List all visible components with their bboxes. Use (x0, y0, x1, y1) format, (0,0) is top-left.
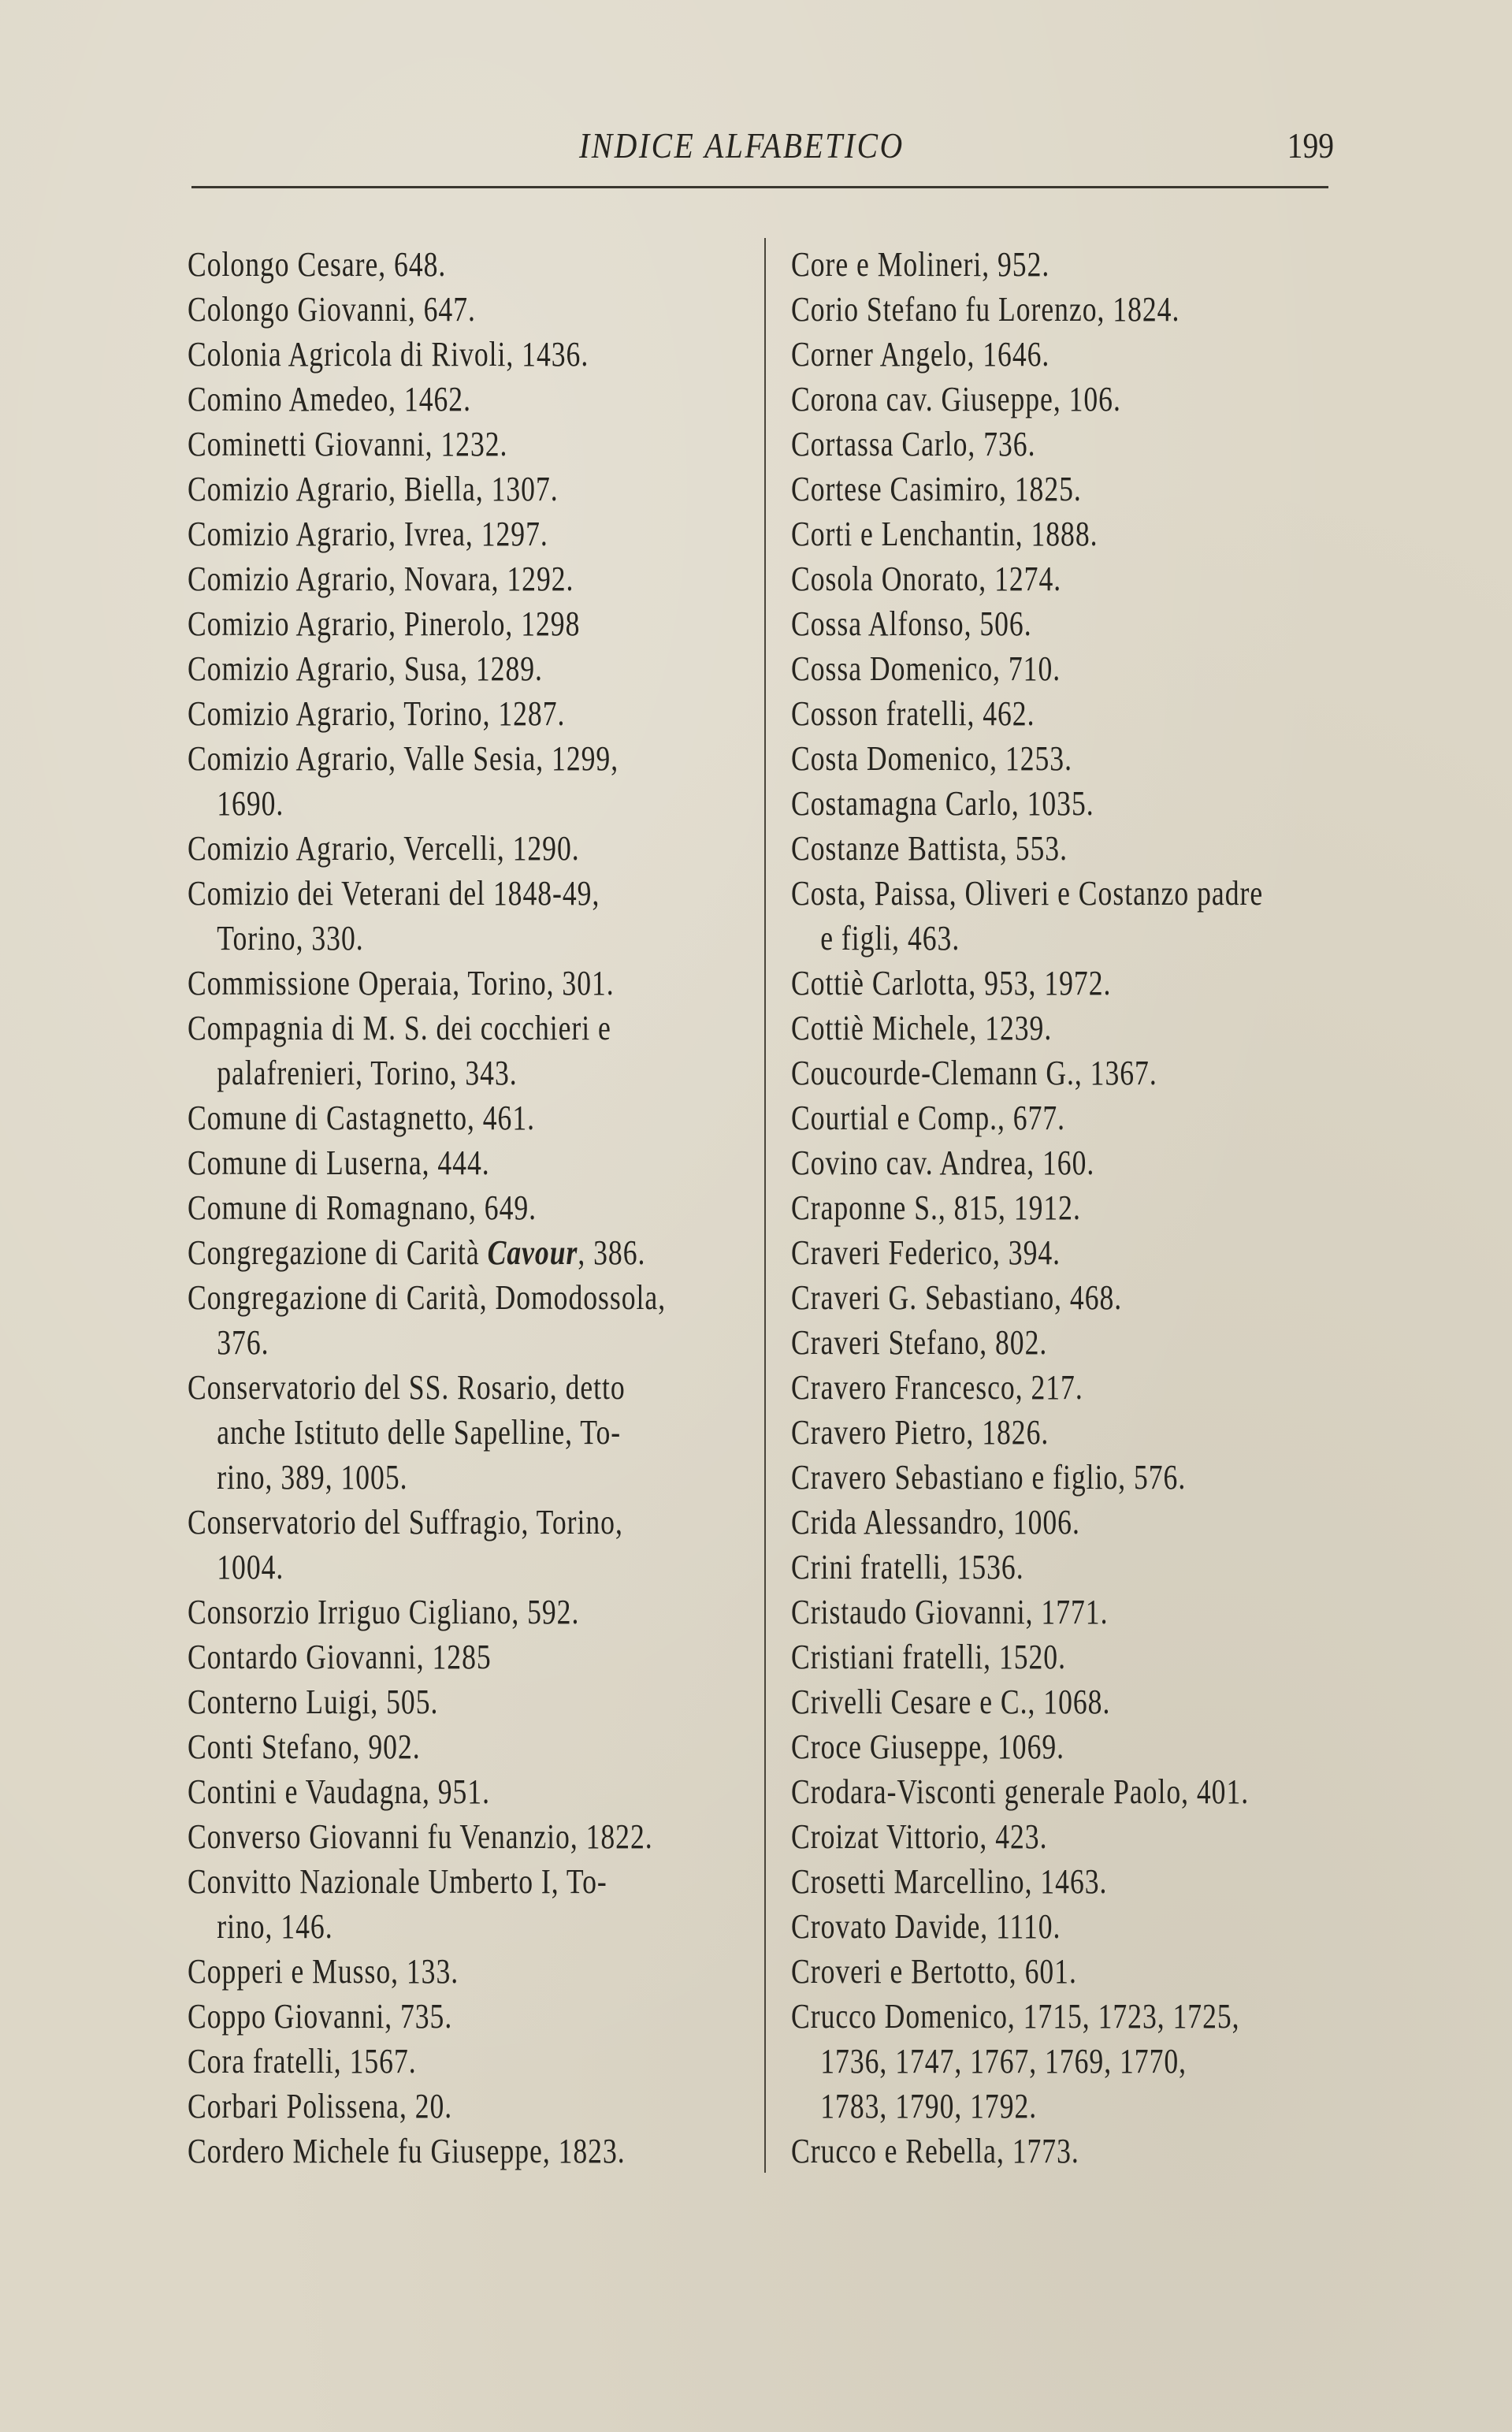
index-entry-text: Commissione Operaia, Torino, 301. (188, 964, 615, 1002)
index-entry (188, 467, 634, 511)
index-entry (188, 601, 634, 646)
index-entry (188, 1994, 634, 2039)
index-entry-text: Croce Giuseppe, 1069. (791, 1727, 1065, 1766)
running-head (0, 118, 1512, 173)
index-entry (791, 736, 1238, 781)
index-entry-continuation: anche Istituto delle Sapelline, To- (217, 1413, 622, 1452)
index-entry (188, 826, 634, 871)
index-entry-text: Comizio Agrario, Vercelli, 1290. (188, 829, 580, 868)
index-entry (188, 2084, 634, 2129)
index-entry (791, 1590, 1238, 1634)
index-entry (188, 1365, 634, 1500)
index-column-right (791, 242, 1343, 2174)
index-entry (188, 1230, 646, 1275)
index-entry-text: Cordero Michele fu Giuseppe, 1823. (188, 2132, 626, 2170)
index-entry-text: Comizio Agrario, Valle Sesia, 1299, (188, 739, 619, 778)
index-entry (791, 1051, 1238, 1095)
index-entry (188, 422, 634, 467)
index-entry-text: Convitto Nazionale Umberto I, To- (188, 1862, 607, 1901)
header-rule (191, 186, 1328, 188)
index-entry (791, 556, 1238, 601)
index-entry-text: Congregazione di Carità, Domodossola, (188, 1278, 667, 1317)
index-entry-text: Craveri Stefano, 802. (791, 1323, 1048, 1362)
index-entry-text: Crodara-Visconti generale Paolo, 401. (791, 1772, 1250, 1811)
index-entry (188, 1634, 634, 1679)
index-entry (791, 1994, 1238, 2129)
index-entry (791, 826, 1238, 871)
index-entry (791, 781, 1238, 826)
index-entry (791, 1904, 1238, 1949)
index-entry (188, 1859, 634, 1949)
index-entry-italic: Cavour (487, 1233, 578, 1272)
index-entry-text: Cristaudo Giovanni, 1771. (791, 1593, 1109, 1631)
index-entry (791, 1724, 1238, 1769)
index-entry-text: Corona cav. Giuseppe, 106. (791, 380, 1121, 418)
index-entry (791, 242, 1238, 287)
index-entry-text: Core e Molineri, 952. (791, 245, 1050, 284)
index-entry-text: Cortassa Carlo, 736. (791, 425, 1036, 463)
index-entry (791, 1949, 1238, 1994)
index-entry (188, 377, 634, 422)
index-entry-text: Crucco e Rebella, 1773. (791, 2132, 1079, 2170)
index-entry-text: Comune di Romagnano, 649. (188, 1188, 537, 1227)
index-entry-text: Corti e Lenchantin, 1888. (791, 515, 1098, 553)
index-entry-text: Craveri Federico, 394. (791, 1233, 1061, 1272)
index-entry (791, 467, 1238, 511)
index-entry-continuation: 1783, 1790, 1792. (820, 2087, 1038, 2125)
index-entry-text: Comizio Agrario, Biella, 1307. (188, 470, 559, 508)
index-entry (791, 871, 1264, 961)
index-entry-text: Crucco Domenico, 1715, 1723, 1725, (791, 1997, 1240, 2036)
index-entry-text: Congregazione di Carità (188, 1233, 488, 1272)
index-entry-text: Cortese Casimiro, 1825. (791, 470, 1082, 508)
index-entry (791, 2129, 1238, 2174)
index-entry-continuation: 1004. (217, 1548, 284, 1586)
index-entry-text: Cosson fratelli, 462. (791, 694, 1035, 733)
index-entry-text: Conterno Luigi, 505. (188, 1683, 439, 1721)
index-entry (188, 332, 634, 377)
index-entry-text: Covino cav. Andrea, 160. (791, 1143, 1095, 1182)
index-entry-text: Comizio Agrario, Pinerolo, 1298 (188, 604, 581, 643)
index-entry (188, 1095, 634, 1140)
index-entry-text: Crini fratelli, 1536. (791, 1548, 1024, 1586)
index-entry-text: Costa, Paissa, Oliveri e Costanzo padre (791, 874, 1264, 913)
index-entry-text: Craveri G. Sebastiano, 468. (791, 1278, 1123, 1317)
index-entry (188, 2039, 634, 2084)
index-entry (791, 1230, 1238, 1275)
index-entry-text: Cottiè Carlotta, 953, 1972. (791, 964, 1112, 1002)
index-entry-text: Converso Giovanni fu Venanzio, 1822. (188, 1817, 653, 1856)
running-title: INDICE ALFABETICO (579, 125, 905, 165)
index-entry-text: Cominetti Giovanni, 1232. (188, 425, 508, 463)
index-entry-text: Cravero Pietro, 1826. (791, 1413, 1049, 1452)
index-entry-text: Comune di Castagnetto, 461. (188, 1099, 536, 1137)
index-entry (188, 1949, 634, 1994)
index-entry (188, 511, 634, 556)
index-entry-text: Cristiani fratelli, 1520. (791, 1638, 1066, 1676)
index-entry-text: Copperi e Musso, 133. (188, 1952, 459, 1991)
index-entry (188, 1500, 634, 1590)
index-entry-continuation: 1736, 1747, 1767, 1769, 1770, (820, 2042, 1187, 2081)
index-entry (791, 601, 1238, 646)
index-entry-text: Coucourde-Clemann G., 1367. (791, 1054, 1157, 1092)
index-entry (791, 1455, 1238, 1500)
index-entry-text: Conservatorio del SS. Rosario, detto (188, 1368, 626, 1407)
index-entry-text: Corner Angelo, 1646. (791, 335, 1050, 374)
index-entry-text: Contini e Vaudagna, 951. (188, 1772, 490, 1811)
index-entry (791, 691, 1238, 736)
index-entry-text: Compagnia di M. S. dei cocchieri e (188, 1009, 611, 1047)
index-entry-text: Consorzio Irriguo Cigliano, 592. (188, 1593, 580, 1631)
index-entry-text: Comizio dei Veterani del 1848-49, (188, 874, 600, 913)
index-entry (791, 1634, 1238, 1679)
index-entry (791, 1814, 1238, 1859)
index-entry (188, 871, 634, 961)
index-entry-continuation: Torino, 330. (217, 919, 364, 958)
index-entry (188, 736, 634, 826)
index-entry-text: Conti Stefano, 902. (188, 1727, 421, 1766)
index-entry-text: Corio Stefano fu Lorenzo, 1824. (791, 290, 1180, 329)
index-entry-continuation: e figli, 463. (820, 919, 960, 958)
index-entry (188, 2129, 634, 2174)
index-entry-text: Costanze Battista, 553. (791, 829, 1068, 868)
index-entry (791, 1320, 1238, 1365)
index-entry-text: Cossa Domenico, 710. (791, 649, 1061, 688)
index-entry-text: Costamagna Carlo, 1035. (791, 784, 1094, 823)
index-entry-text: Courtial e Comp., 677. (791, 1099, 1066, 1137)
index-entry (188, 1590, 634, 1634)
index-entry-text: Crovato Davide, 1110. (791, 1907, 1061, 1946)
index-entry-text: Comizio Agrario, Novara, 1292. (188, 560, 574, 598)
column-divider (764, 238, 766, 2173)
index-column-left (188, 242, 739, 2174)
index-entry (791, 1410, 1238, 1455)
index-entry (188, 1724, 634, 1769)
index-entry (791, 1500, 1238, 1545)
index-entry-text: Colonia Agricola di Rivoli, 1436. (188, 335, 589, 374)
index-entry (188, 691, 634, 736)
index-entry (791, 377, 1238, 422)
index-entry (188, 242, 634, 287)
index-entry-text: , 386. (578, 1233, 646, 1272)
index-entry-text: Cosola Onorato, 1274. (791, 560, 1062, 598)
index-entry-text: Crida Alessandro, 1006. (791, 1503, 1080, 1541)
index-entry (188, 556, 634, 601)
index-entry (188, 1769, 634, 1814)
index-entry (188, 1185, 634, 1230)
index-entry (188, 1814, 653, 1859)
index-entry-text: Colongo Giovanni, 647. (188, 290, 476, 329)
index-entry (791, 287, 1238, 332)
index-entry-text: Crosetti Marcellino, 1463. (791, 1862, 1108, 1901)
index-entry (188, 1140, 634, 1185)
index-entry-text: Contardo Giovanni, 1285 (188, 1638, 492, 1676)
index-entry-text: Comizio Agrario, Ivrea, 1297. (188, 515, 548, 553)
index-entry-text: Comino Amedeo, 1462. (188, 380, 471, 418)
index-entry (791, 961, 1238, 1006)
index-entry-text: Coppo Giovanni, 735. (188, 1997, 453, 2036)
index-entry-text: Craponne S., 815, 1912. (791, 1188, 1081, 1227)
index-entry (791, 332, 1238, 377)
index-entry-continuation: 1690. (217, 784, 284, 823)
index-entry-text: Cottiè Michele, 1239. (791, 1009, 1053, 1047)
page-number: 199 (1287, 125, 1334, 165)
index-entry (188, 1275, 667, 1365)
index-entry (188, 961, 634, 1006)
index-entry (188, 1679, 634, 1724)
index-entry-continuation: rino, 146. (217, 1907, 333, 1946)
index-entry (791, 1365, 1238, 1410)
index-entry (188, 1006, 634, 1095)
index-entry-text: Costa Domenico, 1253. (791, 739, 1072, 778)
index-entry-text: Croveri e Bertotto, 601. (791, 1952, 1077, 1991)
index-entry-text: Comizio Agrario, Susa, 1289. (188, 649, 543, 688)
index-entry-text: Conservatorio del Suffragio, Torino, (188, 1503, 623, 1541)
index-entry (791, 1006, 1238, 1051)
index-entry (791, 1769, 1250, 1814)
index-entry (791, 422, 1238, 467)
index-entry-text: Colongo Cesare, 648. (188, 245, 447, 284)
index-entry (188, 646, 634, 691)
index-entry-continuation: 376. (217, 1323, 269, 1362)
index-entry (791, 1859, 1238, 1904)
index-entry-text: Crivelli Cesare e C., 1068. (791, 1683, 1111, 1721)
index-entry (791, 1185, 1238, 1230)
index-entry (791, 1545, 1238, 1590)
index-entry-text: Cora fratelli, 1567. (188, 2042, 417, 2081)
index-entry-text: Comune di Luserna, 444. (188, 1143, 490, 1182)
index-entry (188, 287, 634, 332)
index-entry (791, 1095, 1238, 1140)
index-entry-text: Cravero Francesco, 217. (791, 1368, 1083, 1407)
index-entry-text: Cravero Sebastiano e figlio, 576. (791, 1458, 1187, 1497)
index-entry (791, 1679, 1238, 1724)
index-entry (791, 646, 1238, 691)
index-entry (791, 511, 1238, 556)
index-entry-text: Comizio Agrario, Torino, 1287. (188, 694, 566, 733)
index-entry (791, 1275, 1238, 1320)
index-entry-continuation: rino, 389, 1005. (217, 1458, 408, 1497)
index-entry-text: Croizat Vittorio, 423. (791, 1817, 1048, 1856)
index-entry-text: Cossa Alfonso, 506. (791, 604, 1032, 643)
index-entry (791, 1140, 1238, 1185)
index-entry-text: Corbari Polissena, 20. (188, 2087, 453, 2125)
index-entry-continuation: palafrenieri, Torino, 343. (217, 1054, 518, 1092)
